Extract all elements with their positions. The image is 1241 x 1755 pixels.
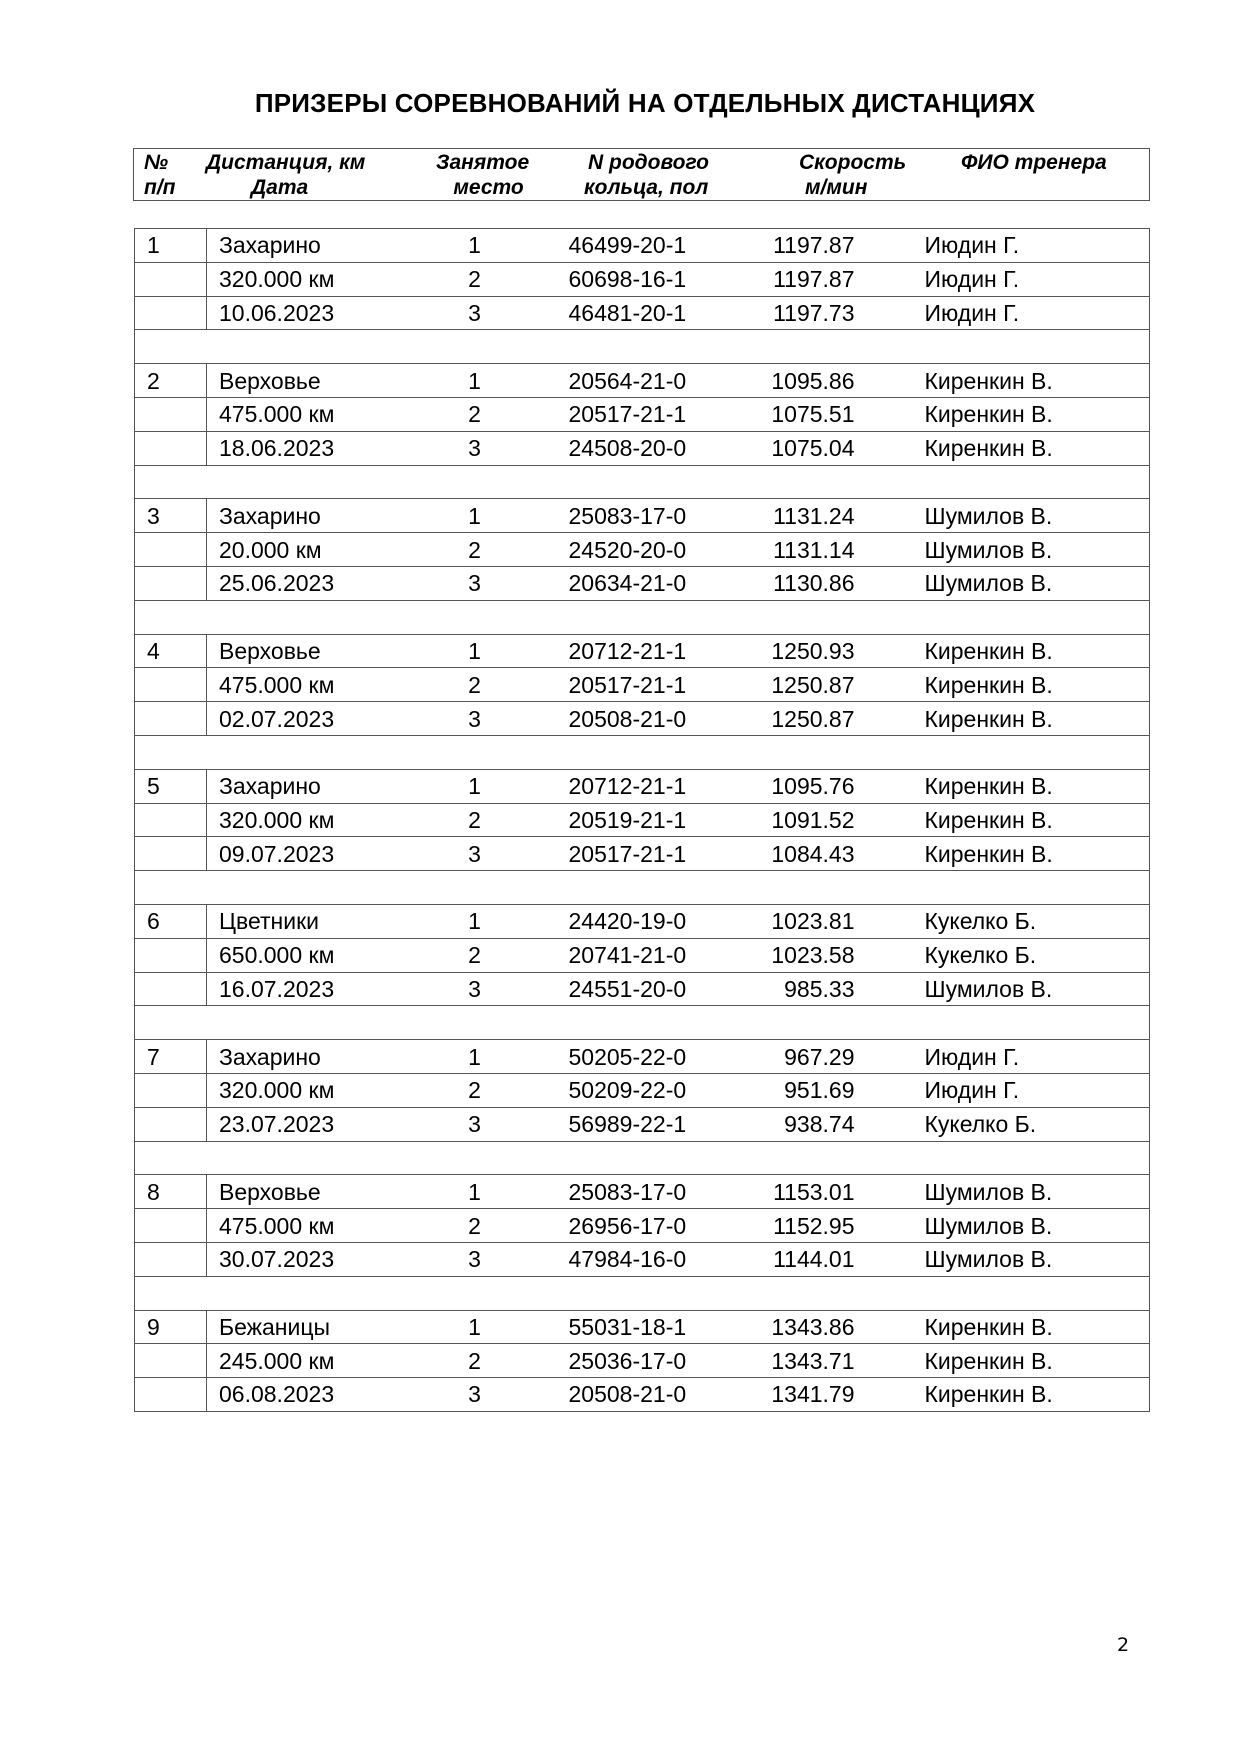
- speed-cell: 1023.81: [713, 904, 923, 938]
- ring-cell: 47984-16-0: [535, 1242, 713, 1276]
- race-number: 7: [135, 1040, 207, 1074]
- race-number: 6: [135, 904, 207, 938]
- speed-cell: 1084.43: [713, 837, 923, 871]
- race-number: [135, 1344, 207, 1378]
- speed-cell: 1250.87: [713, 668, 923, 702]
- race-distance: 20.000 км: [207, 533, 415, 567]
- place-cell: 1: [415, 229, 535, 263]
- race-location: Захарино: [207, 769, 415, 803]
- race-location: Верховье: [207, 634, 415, 668]
- coach-cell: Кукелко Б.: [923, 904, 1150, 938]
- coach-cell: Шумилов В.: [923, 1242, 1150, 1276]
- spacer-row: [135, 871, 1150, 905]
- race-location: Захарино: [207, 1040, 415, 1074]
- ring-cell: 24508-20-0: [535, 431, 713, 465]
- race-number: [135, 1209, 207, 1243]
- table-row: [135, 566, 1150, 600]
- spacer-row: [135, 1006, 1150, 1040]
- speed-cell: 1250.87: [713, 702, 923, 736]
- table-row: [135, 533, 1150, 567]
- place-cell: 1: [415, 904, 535, 938]
- ring-cell: 20508-21-0: [535, 1378, 713, 1412]
- race-number: 9: [135, 1310, 207, 1344]
- table-row: [135, 296, 1150, 330]
- speed-cell: 1023.58: [713, 938, 923, 972]
- race-number: [135, 702, 207, 736]
- speed-cell: 985.33: [713, 972, 923, 1006]
- ring-cell: 60698-16-1: [535, 262, 713, 296]
- header-coach: ФИО тренера: [961, 151, 1107, 174]
- speed-cell: 1075.51: [713, 397, 923, 431]
- place-cell: 3: [415, 702, 535, 736]
- speed-cell: 1197.87: [713, 262, 923, 296]
- speed-cell: 1095.76: [713, 769, 923, 803]
- ring-cell: 20564-21-0: [535, 364, 713, 398]
- coach-cell: Июдин Г.: [923, 229, 1150, 263]
- table-row: [135, 769, 1150, 803]
- header-place: Занятое место: [436, 151, 530, 199]
- coach-cell: Киренкин В.: [923, 431, 1150, 465]
- coach-cell: Шумилов В.: [923, 1209, 1150, 1243]
- speed-cell: 1343.71: [713, 1344, 923, 1378]
- race-distance: 320.000 км: [207, 803, 415, 837]
- coach-cell: Шумилов В.: [923, 1175, 1150, 1209]
- spacer-row: [135, 330, 1150, 364]
- speed-cell: 938.74: [713, 1107, 923, 1141]
- ring-cell: 20517-21-1: [535, 397, 713, 431]
- coach-cell: Июдин Г.: [923, 296, 1150, 330]
- table-row: [135, 229, 1150, 263]
- table-row: [135, 397, 1150, 431]
- place-cell: 1: [415, 769, 535, 803]
- speed-cell: 1131.14: [713, 533, 923, 567]
- place-cell: 3: [415, 1107, 535, 1141]
- speed-cell: 1131.24: [713, 499, 923, 533]
- coach-cell: Киренкин В.: [923, 634, 1150, 668]
- race-number: [135, 668, 207, 702]
- ring-cell: 24520-20-0: [535, 533, 713, 567]
- race-number: 3: [135, 499, 207, 533]
- race-number: 8: [135, 1175, 207, 1209]
- coach-cell: Июдин Г.: [923, 262, 1150, 296]
- race-number: [135, 1107, 207, 1141]
- race-number: 4: [135, 634, 207, 668]
- header-distance: Дистанция, км Дата: [206, 151, 366, 199]
- race-number: [135, 1378, 207, 1412]
- results-table: [134, 228, 1150, 1412]
- table-row: [135, 1175, 1150, 1209]
- place-cell: 1: [415, 1175, 535, 1209]
- ring-cell: 55031-18-1: [535, 1310, 713, 1344]
- place-cell: 2: [415, 1344, 535, 1378]
- race-date: 06.08.2023: [207, 1378, 415, 1412]
- ring-cell: 20712-21-1: [535, 634, 713, 668]
- coach-cell: Киренкин В.: [923, 769, 1150, 803]
- place-cell: 3: [415, 837, 535, 871]
- place-cell: 3: [415, 972, 535, 1006]
- coach-cell: Киренкин В.: [923, 803, 1150, 837]
- ring-cell: 46481-20-1: [535, 296, 713, 330]
- race-number: [135, 397, 207, 431]
- table-row: [135, 837, 1150, 871]
- race-number: [135, 1242, 207, 1276]
- race-location: Захарино: [207, 229, 415, 263]
- coach-cell: Кукелко Б.: [923, 938, 1150, 972]
- ring-cell: 56989-22-1: [535, 1107, 713, 1141]
- header-ring: N родового кольца, пол: [584, 151, 709, 199]
- table-header: [133, 148, 1150, 201]
- place-cell: 2: [415, 803, 535, 837]
- coach-cell: Киренкин В.: [923, 702, 1150, 736]
- speed-cell: 1095.86: [713, 364, 923, 398]
- race-number: [135, 533, 207, 567]
- ring-cell: 20741-21-0: [535, 938, 713, 972]
- page-title: ПРИЗЕРЫ СОРЕВНОВАНИЙ НА ОТДЕЛЬНЫХ ДИСТАНЦИЯХ: [254, 88, 1036, 118]
- ring-cell: 20517-21-1: [535, 837, 713, 871]
- place-cell: 1: [415, 499, 535, 533]
- ring-cell: 20519-21-1: [535, 803, 713, 837]
- place-cell: 1: [415, 1040, 535, 1074]
- coach-cell: Шумилов В.: [923, 533, 1150, 567]
- coach-cell: Июдин Г.: [923, 1040, 1150, 1074]
- speed-cell: 951.69: [713, 1073, 923, 1107]
- place-cell: 1: [415, 364, 535, 398]
- race-number: [135, 431, 207, 465]
- place-cell: 2: [415, 938, 535, 972]
- coach-cell: Киренкин В.: [923, 1378, 1150, 1412]
- table-row: [135, 1310, 1150, 1344]
- race-distance: 320.000 км: [207, 262, 415, 296]
- spacer-row: [135, 1276, 1150, 1310]
- spacer-row: [135, 465, 1150, 499]
- race-distance: 320.000 км: [207, 1073, 415, 1107]
- ring-cell: 50209-22-0: [535, 1073, 713, 1107]
- table-row: [135, 262, 1150, 296]
- race-number: 2: [135, 364, 207, 398]
- coach-cell: Киренкин В.: [923, 1310, 1150, 1344]
- race-date: 09.07.2023: [207, 837, 415, 871]
- table-row: [135, 668, 1150, 702]
- spacer-row: [135, 600, 1150, 634]
- ring-cell: 24551-20-0: [535, 972, 713, 1006]
- table-row: [135, 431, 1150, 465]
- race-distance: 475.000 км: [207, 668, 415, 702]
- spacer-row: [135, 1141, 1150, 1175]
- table-row: [135, 1242, 1150, 1276]
- place-cell: 2: [415, 668, 535, 702]
- table-row: [135, 1040, 1150, 1074]
- race-location: Захарино: [207, 499, 415, 533]
- race-number: 1: [135, 229, 207, 263]
- table-row: [135, 1378, 1150, 1412]
- speed-cell: 1075.04: [713, 431, 923, 465]
- coach-cell: Киренкин В.: [923, 1344, 1150, 1378]
- race-date: 30.07.2023: [207, 1242, 415, 1276]
- race-location: Верховье: [207, 364, 415, 398]
- ring-cell: 46499-20-1: [535, 229, 713, 263]
- page-number: 2: [1117, 1634, 1130, 1656]
- coach-cell: Июдин Г.: [923, 1073, 1150, 1107]
- table-row: [135, 1344, 1150, 1378]
- spacer-row: [135, 735, 1150, 769]
- place-cell: 3: [415, 431, 535, 465]
- race-number: [135, 262, 207, 296]
- coach-cell: Киренкин В.: [923, 668, 1150, 702]
- ring-cell: 50205-22-0: [535, 1040, 713, 1074]
- ring-cell: 25083-17-0: [535, 1175, 713, 1209]
- race-number: [135, 803, 207, 837]
- header-number: № п/п: [144, 151, 176, 199]
- race-number: [135, 938, 207, 972]
- ring-cell: 20712-21-1: [535, 769, 713, 803]
- race-number: [135, 972, 207, 1006]
- place-cell: 2: [415, 1209, 535, 1243]
- race-distance: 475.000 км: [207, 1209, 415, 1243]
- ring-cell: 20517-21-1: [535, 668, 713, 702]
- speed-cell: 1091.52: [713, 803, 923, 837]
- speed-cell: 1341.79: [713, 1378, 923, 1412]
- place-cell: 2: [415, 397, 535, 431]
- table-row: [135, 904, 1150, 938]
- race-distance: 650.000 км: [207, 938, 415, 972]
- coach-cell: Шумилов В.: [923, 566, 1150, 600]
- speed-cell: 1144.01: [713, 1242, 923, 1276]
- table-row: [135, 1073, 1150, 1107]
- coach-cell: Киренкин В.: [923, 364, 1150, 398]
- place-cell: 3: [415, 566, 535, 600]
- race-date: 10.06.2023: [207, 296, 415, 330]
- speed-cell: 1197.87: [713, 229, 923, 263]
- place-cell: 2: [415, 1073, 535, 1107]
- place-cell: 3: [415, 1242, 535, 1276]
- table-row: [135, 702, 1150, 736]
- table-row: [135, 972, 1150, 1006]
- ring-cell: 26956-17-0: [535, 1209, 713, 1243]
- race-date: 16.07.2023: [207, 972, 415, 1006]
- table-row: [135, 1209, 1150, 1243]
- coach-cell: Кукелко Б.: [923, 1107, 1150, 1141]
- coach-cell: Киренкин В.: [923, 397, 1150, 431]
- table-row: [135, 634, 1150, 668]
- race-distance: 245.000 км: [207, 1344, 415, 1378]
- race-distance: 475.000 км: [207, 397, 415, 431]
- table-row: [135, 364, 1150, 398]
- speed-cell: 967.29: [713, 1040, 923, 1074]
- race-date: 02.07.2023: [207, 702, 415, 736]
- race-location: Бежаницы: [207, 1310, 415, 1344]
- race-number: [135, 296, 207, 330]
- ring-cell: 25036-17-0: [535, 1344, 713, 1378]
- speed-cell: 1152.95: [713, 1209, 923, 1243]
- coach-cell: Шумилов В.: [923, 972, 1150, 1006]
- race-number: [135, 566, 207, 600]
- speed-cell: 1197.73: [713, 296, 923, 330]
- place-cell: 3: [415, 296, 535, 330]
- place-cell: 1: [415, 1310, 535, 1344]
- table-row: [135, 1107, 1150, 1141]
- table-row: [135, 803, 1150, 837]
- speed-cell: 1153.01: [713, 1175, 923, 1209]
- race-date: 25.06.2023: [207, 566, 415, 600]
- ring-cell: 20634-21-0: [535, 566, 713, 600]
- coach-cell: Киренкин В.: [923, 837, 1150, 871]
- table-row: [135, 499, 1150, 533]
- speed-cell: 1130.86: [713, 566, 923, 600]
- ring-cell: 20508-21-0: [535, 702, 713, 736]
- race-date: 18.06.2023: [207, 431, 415, 465]
- place-cell: 2: [415, 262, 535, 296]
- race-number: [135, 837, 207, 871]
- speed-cell: 1250.93: [713, 634, 923, 668]
- race-number: 5: [135, 769, 207, 803]
- place-cell: 2: [415, 533, 535, 567]
- race-location: Цветники: [207, 904, 415, 938]
- race-date: 23.07.2023: [207, 1107, 415, 1141]
- race-location: Верховье: [207, 1175, 415, 1209]
- header-speed: Скорость м/мин: [799, 151, 907, 199]
- place-cell: 3: [415, 1378, 535, 1412]
- ring-cell: 24420-19-0: [535, 904, 713, 938]
- race-number: [135, 1073, 207, 1107]
- coach-cell: Шумилов В.: [923, 499, 1150, 533]
- table-row: [135, 938, 1150, 972]
- place-cell: 1: [415, 634, 535, 668]
- ring-cell: 25083-17-0: [535, 499, 713, 533]
- speed-cell: 1343.86: [713, 1310, 923, 1344]
